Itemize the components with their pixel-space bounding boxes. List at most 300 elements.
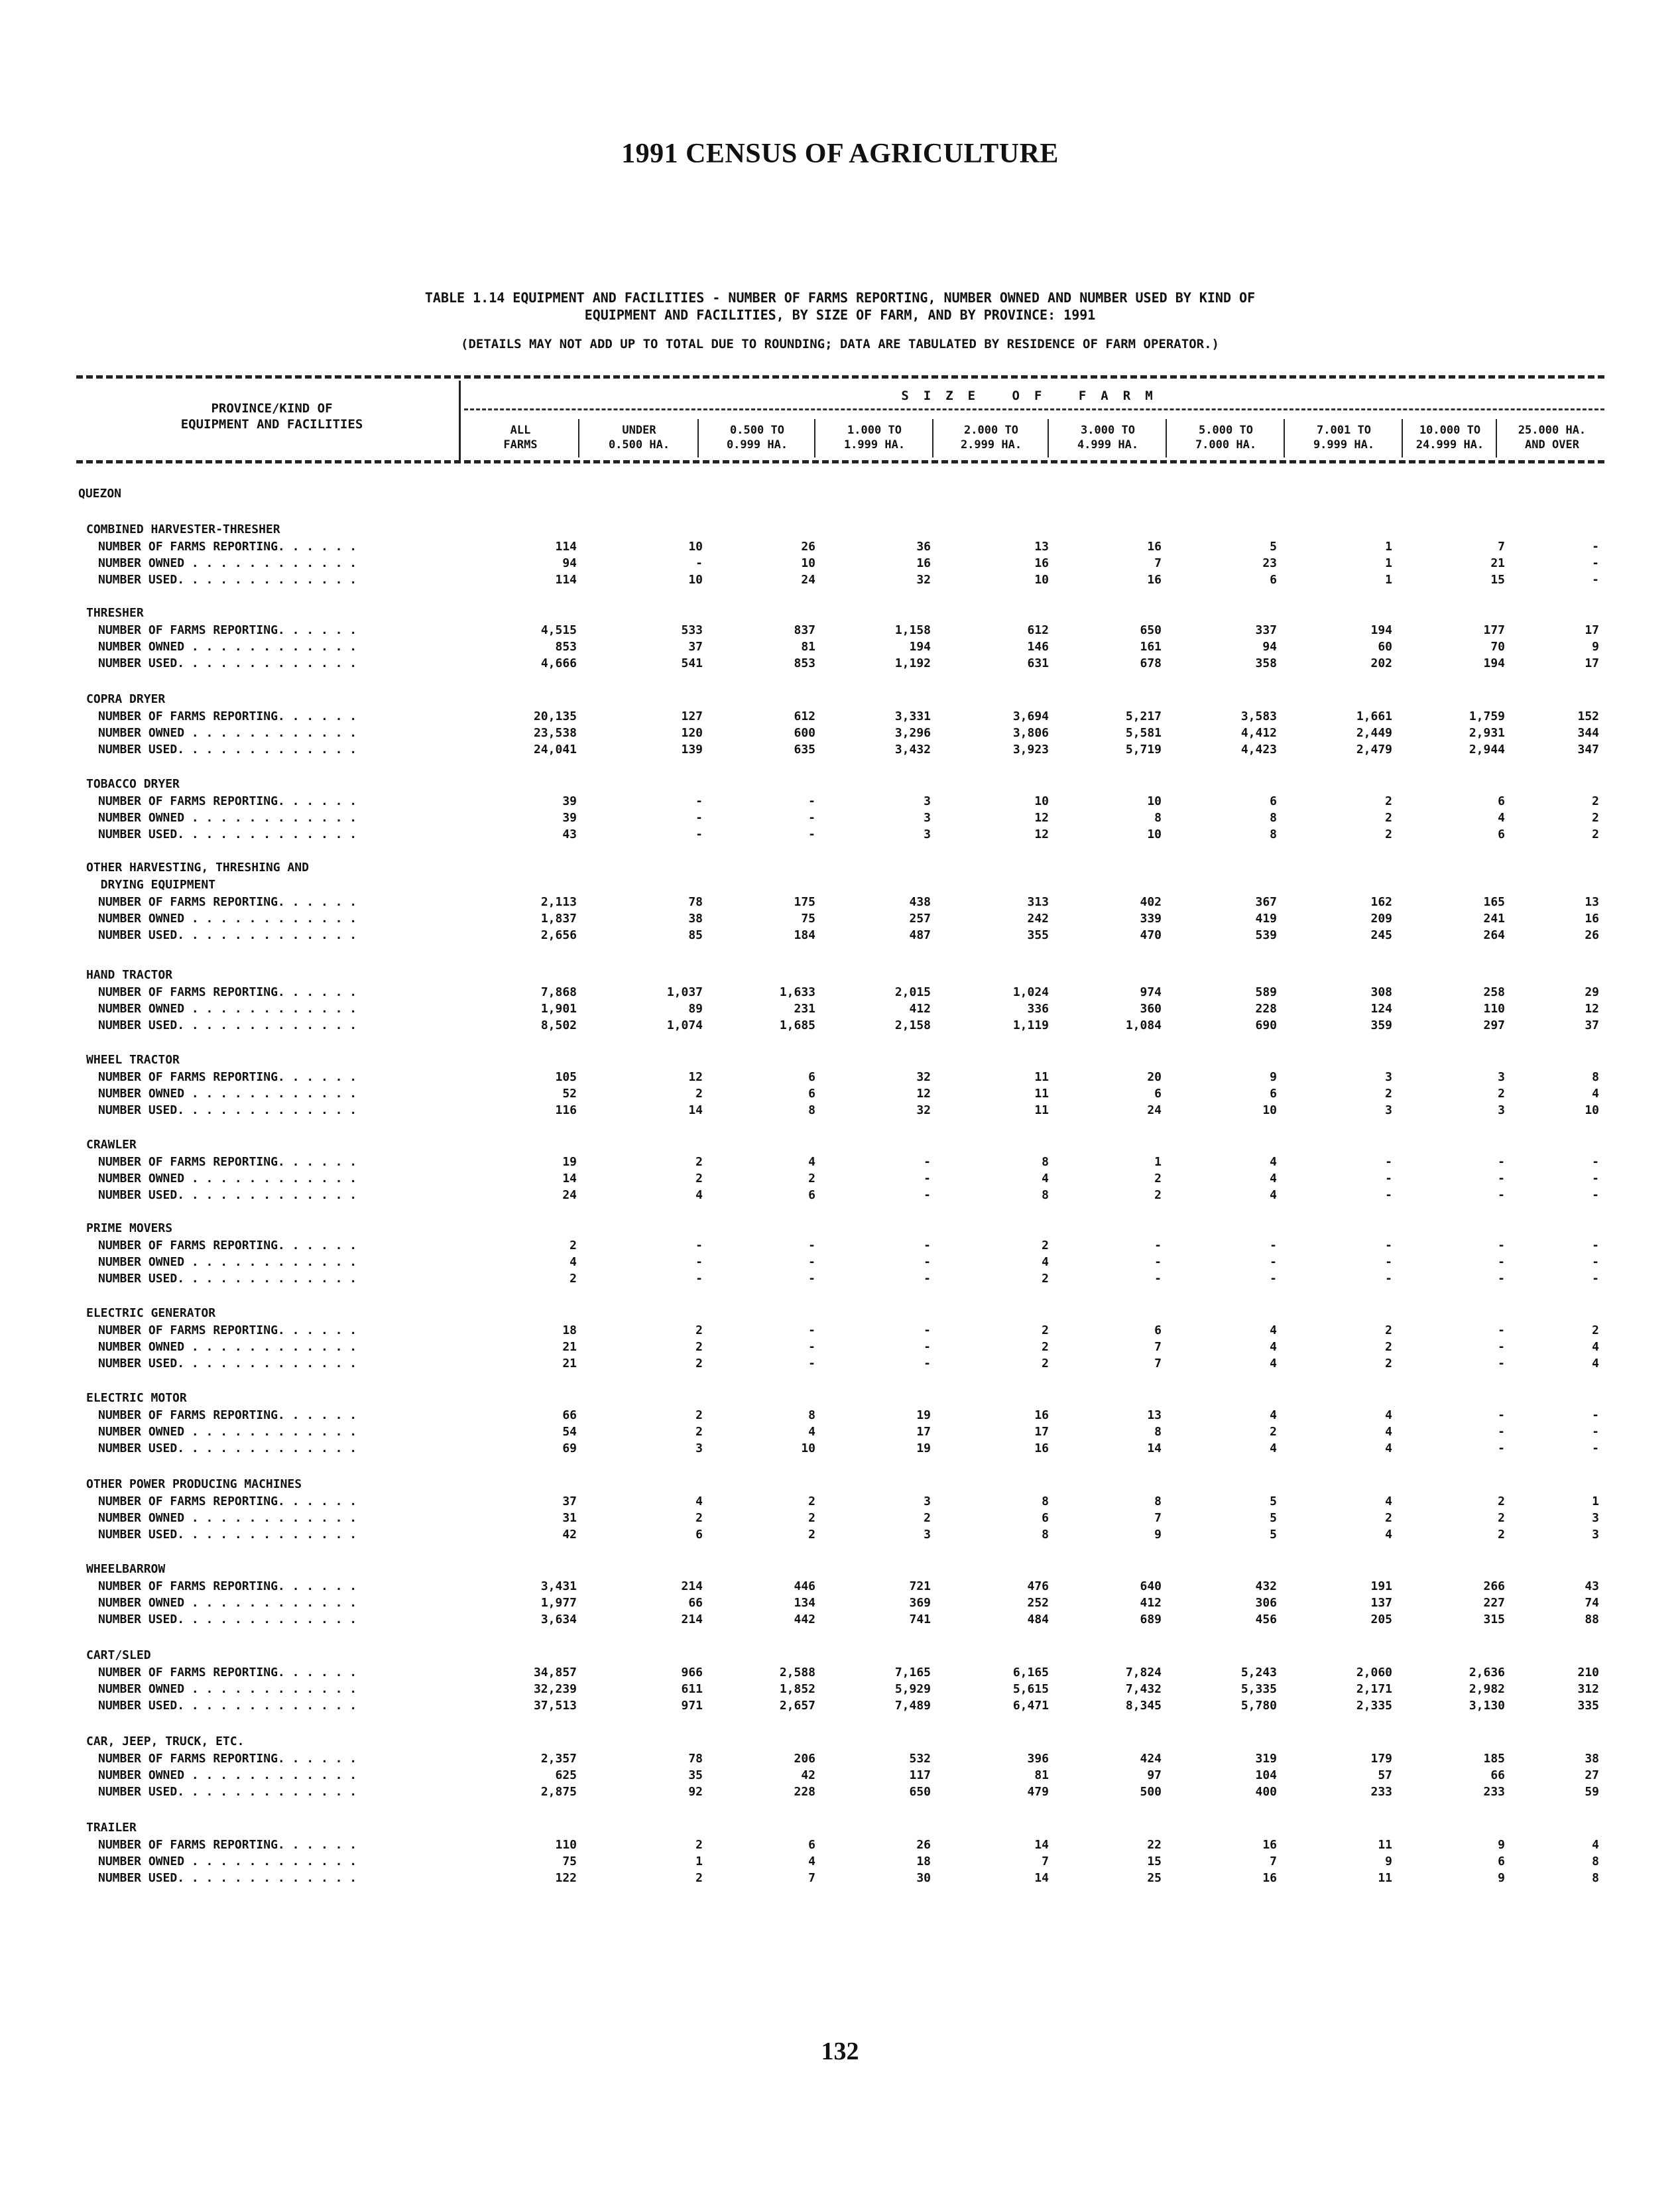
column-header (1051, 423, 1164, 452)
table-cell: 4 (1270, 1323, 1277, 1337)
table-cell: 487 (909, 928, 931, 942)
table-cell: 6 (808, 1838, 815, 1852)
table-cell: 4,515 (540, 623, 577, 637)
table-cell: - (1385, 1239, 1392, 1252)
table-cell: - (695, 811, 703, 825)
table-cell: 36 (916, 540, 931, 554)
row-label: NUMBER OWNED . . . . . . . . . . . . (98, 1340, 357, 1354)
equipment-group (78, 1052, 1603, 1119)
table-cell: 10 (1034, 794, 1049, 808)
table-cell: 625 (555, 1768, 577, 1782)
table-cell: 2 (1042, 1357, 1049, 1370)
table-cell: 266 (1483, 1579, 1505, 1593)
stub-divider (459, 381, 461, 460)
table-cell: 8 (1592, 1070, 1599, 1084)
table-cell: 335 (1577, 1699, 1599, 1713)
table-cell: - (1592, 1272, 1599, 1286)
table-cell: 5 (1270, 1511, 1277, 1525)
column-header-line-2: 1.999 HA. (843, 438, 906, 452)
table-cell: 179 (1370, 1752, 1392, 1766)
table-cell: 78 (688, 895, 703, 909)
table-cell: - (1592, 1172, 1599, 1185)
table-cell: 4 (570, 1255, 577, 1269)
table-cell: - (1154, 1239, 1162, 1252)
table-cell: 4 (1270, 1357, 1277, 1370)
table-cell: 7,165 (894, 1666, 931, 1679)
table-cell: 1 (1385, 573, 1392, 587)
table-cell: 19 (916, 1441, 931, 1455)
table-cell: 837 (794, 623, 815, 637)
table-cell: 600 (794, 726, 815, 740)
table-cell: 175 (794, 895, 815, 909)
table-cell: 1,084 (1125, 1018, 1162, 1032)
table-cell: 9 (1270, 1070, 1277, 1084)
column-header-line-1: UNDER (622, 424, 656, 437)
table-cell: 5,243 (1240, 1666, 1277, 1679)
table-cell: 24 (801, 573, 815, 587)
table-cell: 2,588 (779, 1666, 815, 1679)
row-label: NUMBER USED. . . . . . . . . . . . . (98, 1103, 357, 1117)
table-cell: 37 (562, 1494, 577, 1508)
table-cell: 12 (916, 1087, 931, 1101)
column-header-line-1: 0.500 TO (730, 424, 784, 437)
table-cell: 124 (1370, 1002, 1392, 1016)
table-cell: - (924, 1172, 931, 1185)
table-cell: 162 (1370, 895, 1392, 909)
table-cell: 194 (1370, 623, 1392, 637)
table-cell: 400 (1255, 1785, 1277, 1799)
table-cell: 4 (1270, 1155, 1277, 1169)
table-cell: 611 (681, 1682, 703, 1696)
table-cell: 1 (1154, 1155, 1162, 1169)
equipment-group-title: TRAILER (86, 1821, 137, 1835)
row-number-used (78, 655, 1603, 672)
table-cell: 2 (695, 1871, 703, 1885)
equipment-group (78, 967, 1603, 1034)
table-cell: 678 (1140, 656, 1162, 670)
table-cell: 16 (1262, 1838, 1277, 1852)
table-cell: 612 (1027, 623, 1049, 637)
table-cell: 6 (1270, 794, 1277, 808)
table-cell: 11 (1034, 1087, 1049, 1101)
table-cell: 38 (1585, 1752, 1599, 1766)
table-cell: 337 (1255, 623, 1277, 637)
row-label: NUMBER USED. . . . . . . . . . . . . (98, 1357, 357, 1370)
table-cell: 94 (1262, 640, 1277, 654)
table-cell: 12 (1585, 1002, 1599, 1016)
table-cell: 4 (1270, 1340, 1277, 1354)
table-cell: 127 (681, 709, 703, 723)
table-cell: 1,977 (540, 1596, 577, 1610)
table-cell: 16 (1034, 1408, 1049, 1422)
table-cell: 2 (1042, 1323, 1049, 1337)
column-header-line-1: 5.000 TO (1199, 424, 1253, 437)
table-cell: 21 (1490, 556, 1505, 570)
table-cell: - (1592, 1188, 1599, 1202)
row-number-used (78, 1526, 1603, 1543)
table-cell: 355 (1027, 928, 1049, 942)
table-cell: 16 (1034, 556, 1049, 570)
row-farms-reporting (78, 984, 1603, 1001)
table-cell: 4 (1270, 1172, 1277, 1185)
column-header (1406, 423, 1494, 452)
table-cell: 8 (1042, 1494, 1049, 1508)
table-cell: 24,041 (533, 743, 577, 757)
equipment-group (78, 776, 1603, 843)
table-cell: 2 (695, 1087, 703, 1101)
table-cell: - (808, 1272, 815, 1286)
table-cell: 3 (1592, 1511, 1599, 1525)
equipment-group (78, 1647, 1603, 1714)
row-farms-reporting (78, 1837, 1603, 1853)
table-cell: - (1498, 1323, 1505, 1337)
table-cell: 231 (794, 1002, 815, 1016)
table-cell: 146 (1027, 640, 1049, 654)
table-cell: 6 (808, 1070, 815, 1084)
table-cell: 2,158 (894, 1018, 931, 1032)
table-cell: 2 (1154, 1172, 1162, 1185)
table-cell: 2 (695, 1357, 703, 1370)
table-cell: 4 (695, 1188, 703, 1202)
table-cell: 2,657 (779, 1699, 815, 1713)
table-cell: 8 (1042, 1528, 1049, 1542)
table-cell: 853 (555, 640, 577, 654)
table-cell: 4 (695, 1494, 703, 1508)
equipment-group (78, 1305, 1603, 1372)
row-number-used (78, 1187, 1603, 1203)
table-cell: 2 (695, 1511, 703, 1525)
table-cell: 92 (688, 1785, 703, 1799)
table-cell: - (1498, 1408, 1505, 1422)
table-cell: 11 (1378, 1871, 1392, 1885)
table-cell: 6 (808, 1188, 815, 1202)
table-cell: 4 (808, 1155, 815, 1169)
table-cell: 12 (1034, 827, 1049, 841)
table-cell: 3 (924, 1528, 931, 1542)
row-farms-reporting (78, 1493, 1603, 1510)
table-cell: 8 (1154, 1494, 1162, 1508)
column-header-line-1: 10.000 TO (1419, 424, 1481, 437)
table-cell: 14 (1147, 1441, 1162, 1455)
table-cell: 532 (909, 1752, 931, 1766)
table-cell: 7 (808, 1871, 815, 1885)
table-cell: 369 (909, 1596, 931, 1610)
province-name: QUEZON (78, 487, 122, 501)
equipment-group-title: WHEEL TRACTOR (86, 1053, 180, 1067)
table-cell: 6 (1270, 1087, 1277, 1101)
table-cell: 4 (1385, 1425, 1392, 1439)
table-cell: 81 (1034, 1768, 1049, 1782)
table-cell: 347 (1577, 743, 1599, 757)
table-cell: - (924, 1323, 931, 1337)
table-cell: 2 (1385, 1323, 1392, 1337)
table-cell: 2 (570, 1239, 577, 1252)
equipment-group (78, 1819, 1603, 1886)
table-cell: - (1592, 1239, 1599, 1252)
row-label: NUMBER OF FARMS REPORTING. . . . . . (98, 623, 357, 637)
row-label: NUMBER USED. . . . . . . . . . . . . (98, 1871, 357, 1885)
table-cell: 2 (1592, 827, 1599, 841)
table-cell: 26 (801, 540, 815, 554)
row-label: NUMBER OF FARMS REPORTING. . . . . . (98, 895, 357, 909)
table-cell: 15 (1147, 1854, 1162, 1868)
row-label: NUMBER OWNED . . . . . . . . . . . . (98, 1087, 357, 1101)
row-number-used (78, 1611, 1603, 1628)
table-cell: 11 (1034, 1070, 1049, 1084)
row-label: NUMBER OWNED . . . . . . . . . . . . (98, 1172, 357, 1185)
row-label: NUMBER USED. . . . . . . . . . . . . (98, 928, 357, 942)
table-cell: 206 (794, 1752, 815, 1766)
table-cell: 17 (1585, 656, 1599, 670)
equipment-group (78, 691, 1603, 758)
table-cell: 3,331 (894, 709, 931, 723)
table-cell: 5,929 (894, 1682, 931, 1696)
table-cell: 210 (1577, 1666, 1599, 1679)
table-cell: 117 (909, 1768, 931, 1782)
table-cell: 74 (1585, 1596, 1599, 1610)
table-cell: 43 (562, 827, 577, 841)
table-cell: 152 (1577, 709, 1599, 723)
table-cell: - (695, 1272, 703, 1286)
row-label: NUMBER OF FARMS REPORTING. . . . . . (98, 1666, 357, 1679)
table-cell: 2,931 (1469, 726, 1505, 740)
table-note: (DETAILS MAY NOT ADD UP TO TOTAL DUE TO ROUNDING; DATA ARE TABULATED BY RESIDENCE OF FARM OPERATOR.) (461, 337, 1219, 351)
row-number-owned (78, 1085, 1603, 1102)
table-cell: 2 (924, 1511, 931, 1525)
table-cell: 2,449 (1356, 726, 1392, 740)
table-cell: 214 (681, 1579, 703, 1593)
table-cell: 34,857 (533, 1666, 577, 1679)
row-label: NUMBER OWNED . . . . . . . . . . . . (98, 1854, 357, 1868)
stub-header-line-1: PROVINCE/KIND OF (211, 401, 333, 416)
table-cell: 446 (794, 1579, 815, 1593)
table-cell: 3 (1498, 1070, 1505, 1084)
table-cell: 412 (909, 1002, 931, 1016)
table-cell: 227 (1483, 1596, 1505, 1610)
equipment-group (78, 605, 1603, 672)
table-cell: - (808, 1255, 815, 1269)
table-cell: 16 (916, 556, 931, 570)
table-cell: 1,837 (540, 912, 577, 926)
row-label: NUMBER OWNED . . . . . . . . . . . . (98, 912, 357, 926)
column-header-line-1: 2.000 TO (964, 424, 1018, 437)
table-cell: 2 (1385, 827, 1392, 841)
table-cell: - (1498, 1441, 1505, 1455)
table-cell: 2,060 (1356, 1666, 1392, 1679)
table-cell: 264 (1483, 928, 1505, 942)
table-cell: 650 (1140, 623, 1162, 637)
row-number-used (78, 1440, 1603, 1457)
table-cell: 5,780 (1240, 1699, 1277, 1713)
table-cell: 8 (1592, 1871, 1599, 1885)
table-cell: 177 (1483, 623, 1505, 637)
table-cell: 104 (1255, 1768, 1277, 1782)
table-cell: 89 (688, 1002, 703, 1016)
table-cell: 1,074 (666, 1018, 703, 1032)
table-cell: 30 (916, 1871, 931, 1885)
row-farms-reporting (78, 1407, 1603, 1424)
row-farms-reporting (78, 1237, 1603, 1254)
table-cell: 21 (562, 1340, 577, 1354)
table-title (252, 289, 1428, 324)
table-cell: 5,581 (1125, 726, 1162, 740)
table-cell: 4 (808, 1854, 815, 1868)
table-cell: 9 (1498, 1838, 1505, 1852)
row-farms-reporting (78, 1578, 1603, 1595)
table-cell: - (1498, 1155, 1505, 1169)
table-cell: 9 (1385, 1854, 1392, 1868)
table-cell: 66 (688, 1596, 703, 1610)
column-header-line-1: 3.000 TO (1081, 424, 1135, 437)
table-cell: 1,852 (779, 1682, 815, 1696)
table-cell: 339 (1140, 912, 1162, 926)
table-cell: 10 (1262, 1103, 1277, 1117)
table-cell: 5 (1270, 540, 1277, 554)
row-label: NUMBER OWNED . . . . . . . . . . . . (98, 1425, 357, 1439)
table-cell: - (1592, 1441, 1599, 1455)
table-cell: 689 (1140, 1612, 1162, 1626)
table-cell: 32,239 (533, 1682, 577, 1696)
table-cell: 2 (1592, 794, 1599, 808)
table-cell: 3,583 (1240, 709, 1277, 723)
table-cell: 3 (1385, 1070, 1392, 1084)
table-cell: 4 (808, 1425, 815, 1439)
row-label: NUMBER USED. . . . . . . . . . . . . (98, 1612, 357, 1626)
row-number-owned (78, 1853, 1603, 1870)
column-divider (1496, 419, 1497, 457)
table-cell: 3,130 (1469, 1699, 1505, 1713)
table-cell: 3 (695, 1441, 703, 1455)
table-cell: 2 (808, 1528, 815, 1542)
table-cell: 1 (1385, 556, 1392, 570)
row-label: NUMBER USED. . . . . . . . . . . . . (98, 1188, 357, 1202)
table-cell: 4 (1592, 1357, 1599, 1370)
table-cell: 5,615 (1012, 1682, 1049, 1696)
column-header (1500, 423, 1604, 452)
table-cell: 116 (555, 1103, 577, 1117)
table-cell: 2,335 (1356, 1699, 1392, 1713)
equipment-group-title: HAND TRACTOR (86, 968, 173, 982)
table-cell: 4 (1270, 1188, 1277, 1202)
table-cell: 2 (695, 1838, 703, 1852)
table-cell: 6,165 (1012, 1666, 1049, 1679)
row-label: NUMBER OF FARMS REPORTING. . . . . . (98, 709, 357, 723)
table-cell: 54 (562, 1425, 577, 1439)
table-cell: 2,113 (540, 895, 577, 909)
table-cell: 7,489 (894, 1699, 931, 1713)
column-header-line-2: 2.999 HA. (960, 438, 1022, 452)
table-cell: 635 (794, 743, 815, 757)
table-title-line-1: TABLE 1.14 EQUIPMENT AND FACILITIES - NUMBER OF FARMS REPORTING, NUMBER OWNED AND NUMBER USED BY KIND OF (424, 290, 1256, 306)
table-cell: 114 (555, 540, 577, 554)
table-cell: 419 (1255, 912, 1277, 926)
table-cell: 741 (909, 1612, 931, 1626)
equipment-group (78, 1733, 1603, 1800)
table-cell: 3 (924, 827, 931, 841)
table-cell: 20 (1147, 1070, 1162, 1084)
table-cell: 4 (1592, 1087, 1599, 1101)
table-cell: 114 (555, 573, 577, 587)
table-cell: 1,119 (1012, 1018, 1049, 1032)
row-label: NUMBER OF FARMS REPORTING. . . . . . (98, 1752, 357, 1766)
column-header (582, 423, 696, 452)
column-header-line-2: 9.999 HA. (1313, 438, 1375, 452)
table-cell: 3,923 (1012, 743, 1049, 757)
table-cell: 9 (1498, 1871, 1505, 1885)
table-cell: 4,666 (540, 656, 577, 670)
table-cell: 233 (1483, 1785, 1505, 1799)
table-cell: 1,759 (1469, 709, 1505, 723)
table-cell: 1,633 (779, 985, 815, 999)
table-cell: 2,015 (894, 985, 931, 999)
table-cell: 16 (1147, 540, 1162, 554)
column-header-line-2: 7.000 HA. (1195, 438, 1257, 452)
table-cell: 110 (555, 1838, 577, 1852)
table-cell: 13 (1585, 895, 1599, 909)
row-number-owned (78, 1424, 1603, 1440)
table-cell: 7 (1270, 1854, 1277, 1868)
table-cell: 18 (916, 1854, 931, 1868)
table-cell: 438 (909, 895, 931, 909)
table-cell: 2 (808, 1172, 815, 1185)
table-cell: 85 (688, 928, 703, 942)
row-farms-reporting (78, 1322, 1603, 1339)
stub-header (86, 400, 457, 432)
table-cell: 194 (909, 640, 931, 654)
table-cell: 3 (924, 811, 931, 825)
table-cell: - (924, 1255, 931, 1269)
table-cell: - (1592, 1425, 1599, 1439)
row-label: NUMBER OWNED . . . . . . . . . . . . (98, 1768, 357, 1782)
table-cell: 539 (1255, 928, 1277, 942)
row-label: NUMBER OWNED . . . . . . . . . . . . (98, 726, 357, 740)
size-of-farm-header: SIZE OF FARM (901, 389, 1168, 403)
column-header-line-2: 4.999 HA. (1077, 438, 1139, 452)
table-cell: 23 (1262, 556, 1277, 570)
table-cell: 4 (1592, 1340, 1599, 1354)
table-cell: 2 (1270, 1425, 1277, 1439)
equipment-group-title: WHEELBARROW (86, 1562, 166, 1576)
table-cell: 1,661 (1356, 709, 1392, 723)
table-cell: 2 (1385, 1340, 1392, 1354)
table-cell: 1,024 (1012, 985, 1049, 999)
row-label: NUMBER USED. . . . . . . . . . . . . (98, 1441, 357, 1455)
column-divider (578, 419, 579, 457)
table-cell: 7,868 (540, 985, 577, 999)
table-cell: 205 (1370, 1612, 1392, 1626)
table-cell: 2 (1498, 1511, 1505, 1525)
table-cell: 15 (1490, 573, 1505, 587)
table-cell: 17 (916, 1425, 931, 1439)
table-cell: 66 (562, 1408, 577, 1422)
table-cell: 20,135 (533, 709, 577, 723)
table-cell: 336 (1027, 1002, 1049, 1016)
row-label: NUMBER OWNED . . . . . . . . . . . . (98, 1255, 357, 1269)
table-cell: 2 (1042, 1340, 1049, 1354)
table-cell: 6 (1498, 794, 1505, 808)
table-cell: 24 (1147, 1103, 1162, 1117)
table-cell: 10 (1147, 794, 1162, 808)
table-cell: 4 (1042, 1255, 1049, 1269)
table-cell: 110 (1483, 1002, 1505, 1016)
table-cell: 52 (562, 1087, 577, 1101)
equipment-group-title: CRAWLER (86, 1138, 137, 1152)
table-cell: 13 (1147, 1408, 1162, 1422)
table-cell: - (808, 1340, 815, 1354)
row-farms-reporting (78, 1069, 1603, 1085)
column-divider (697, 419, 699, 457)
table-cell: 16 (1034, 1441, 1049, 1455)
